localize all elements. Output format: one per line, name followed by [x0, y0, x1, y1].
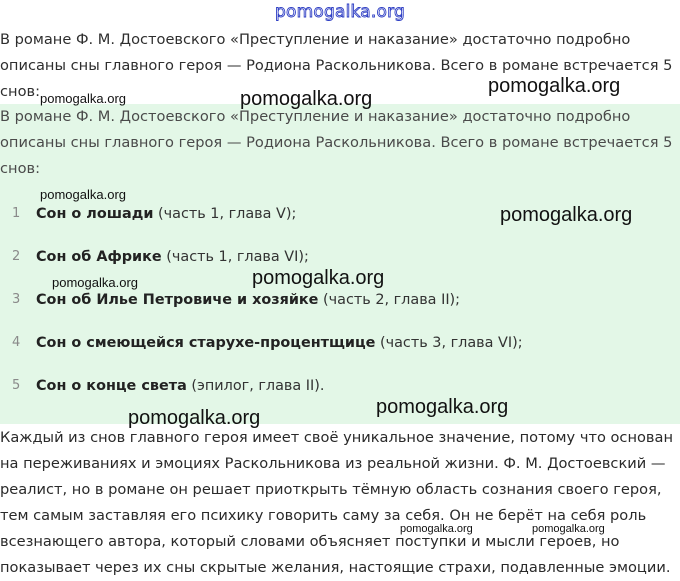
dream-detail: (часть 2, глава II); — [318, 292, 461, 308]
list-number: 3 — [12, 292, 21, 307]
dream-title: Сон о конце света — [36, 378, 187, 394]
dream-detail: (эпилог, глава II). — [186, 378, 325, 394]
list-number: 1 — [12, 206, 21, 221]
dream-title: Сон об Африке — [36, 249, 162, 265]
watermark: pomogalka.org — [40, 187, 126, 202]
watermark: pomogalka.org — [400, 523, 473, 535]
list-number: 2 — [12, 249, 21, 264]
site-title: pomogalka.org — [275, 2, 405, 22]
intro-paragraph: В романе Ф. М. Достоевского «Преступление и наказание» достаточно подробно описаны сны главного героя — Родиона Раскольникова. Всего в романе встречается 5 снов: — [0, 31, 673, 100]
watermark: pomogalka.org — [376, 396, 509, 418]
watermark: pomogalka.org — [52, 275, 138, 290]
watermark: pomogalka.org — [488, 75, 621, 97]
dream-title: Сон о лошади — [36, 206, 154, 222]
dream-title: Сон о смеющейся старухе-процентщице — [36, 335, 376, 351]
watermark: pomogalka.org — [40, 91, 126, 106]
conclusion-paragraph: Каждый из снов главного героя имеет своё уникальное значение, потому что основан на переживаниях и эмоциях Раскольникова из реальной жизни. Ф. М. Достоевский — реалист, но в романе он решает приоткрыть тёмную область сознания своего героя, тем самым заставляя его психику говорить саму за себя. Он не берёт на себя роль всезнающего автора, который словами объясняет поступки и мысли героев, но показывает через их сны скрытые желания, настоящие страхи, подавленные эмоции. — [0, 429, 674, 576]
dream-title: Сон об Илье Петровиче и хозяйке — [36, 292, 319, 308]
dream-detail: (часть 1, глава V); — [153, 206, 297, 222]
list-number: 5 — [12, 378, 21, 393]
dream-detail: (часть 3, глава VI); — [375, 335, 523, 351]
watermark: pomogalka.org — [252, 267, 385, 289]
watermark: pomogalka.org — [240, 88, 373, 110]
list-number: 4 — [12, 335, 21, 350]
watermark: pomogalka.org — [532, 523, 605, 535]
watermark: pomogalka.org — [500, 204, 633, 226]
dream-detail: (часть 1, глава VI); — [161, 249, 309, 265]
intro-paragraph-repeat: В романе Ф. М. Достоевского «Преступление и наказание» достаточно подробно описаны сны главного героя — Родиона Раскольникова. Всего в романе встречается 5 снов: — [0, 108, 673, 177]
watermark: pomogalka.org — [128, 407, 261, 429]
